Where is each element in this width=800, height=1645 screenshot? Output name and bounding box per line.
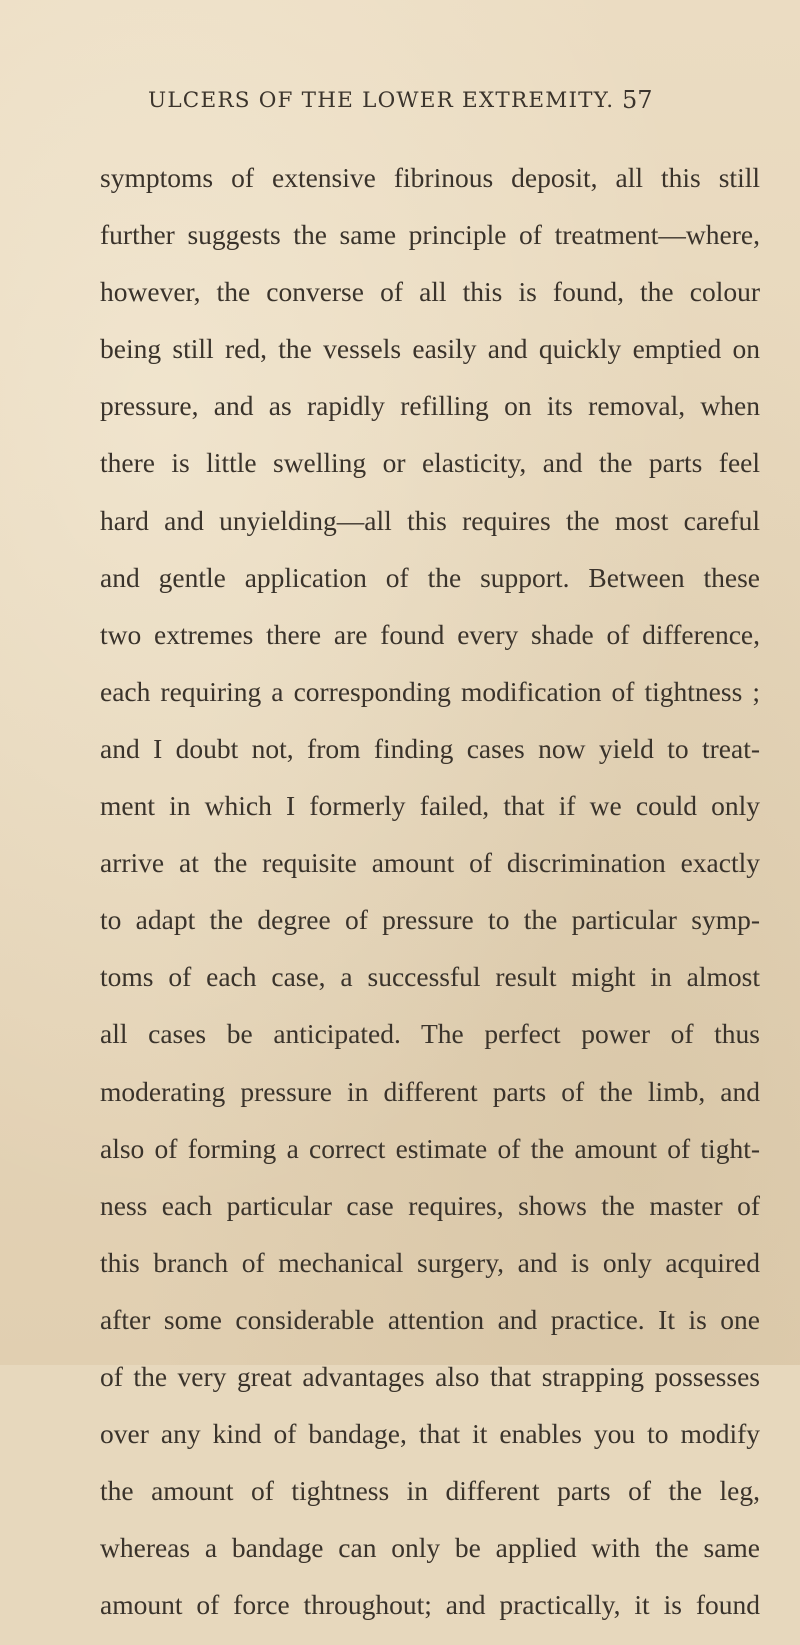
- text-line: after some considerable attention and practice. It is one: [100, 1303, 760, 1335]
- text-line: the amount of tightness in different parts of the leg,: [100, 1475, 760, 1507]
- body-text: [100, 161, 760, 1645]
- text-line: hard and unyielding—all this requires the most careful: [100, 504, 760, 536]
- text-line: all cases be anticipated. The perfect power of thus: [100, 1018, 760, 1050]
- text-line: each requiring a corresponding modification of tightness ;: [100, 675, 760, 707]
- text-line: being still red, the vessels easily and quickly emptied on: [100, 333, 760, 365]
- text-line: over any kind of bandage, that it enables you to modify: [100, 1418, 760, 1450]
- text-line: this branch of mechanical surgery, and is only acquired: [100, 1246, 760, 1278]
- text-line: further suggests the same principle of treatment—where,: [100, 219, 760, 251]
- text-line: amount of force throughout; and practically, it is found: [100, 1589, 760, 1621]
- page-header: [0, 88, 800, 128]
- text-line: whereas a bandage can only be applied with the same: [100, 1532, 760, 1564]
- text-line: and gentle application of the support. Between these: [100, 561, 760, 593]
- text-line: however, the converse of all this is found, the colour: [100, 276, 760, 308]
- text-line: also of forming a correct estimate of the amount of tight-: [100, 1132, 760, 1164]
- text-line: to adapt the degree of pressure to the particular symp-: [100, 904, 760, 936]
- text-line: arrive at the requisite amount of discrimination exactly: [100, 847, 760, 879]
- text-line: moderating pressure in different parts of the limb, and: [100, 1075, 760, 1107]
- text-line: there is little swelling or elasticity, and the parts feel: [100, 447, 760, 479]
- text-line: ness each particular case requires, shows the master of: [100, 1189, 760, 1221]
- text-line: and I doubt not, from finding cases now yield to treat-: [100, 732, 760, 764]
- page-number: 57: [622, 86, 653, 114]
- text-line: ment in which I formerly failed, that if we could only: [100, 790, 760, 822]
- text-line: symptoms of extensive fibrinous deposit, all this still: [100, 162, 760, 193]
- running-title: ULCERS OF THE LOWER EXTREMITY.: [148, 88, 615, 113]
- text-line: toms of each case, a successful result might in almost: [100, 961, 760, 993]
- text-line: of the very great advantages also that strapping possesses: [100, 1360, 760, 1392]
- text-line: pressure, and as rapidly refilling on its removal, when: [100, 390, 760, 422]
- text-line: two extremes there are found every shade of difference,: [100, 618, 760, 650]
